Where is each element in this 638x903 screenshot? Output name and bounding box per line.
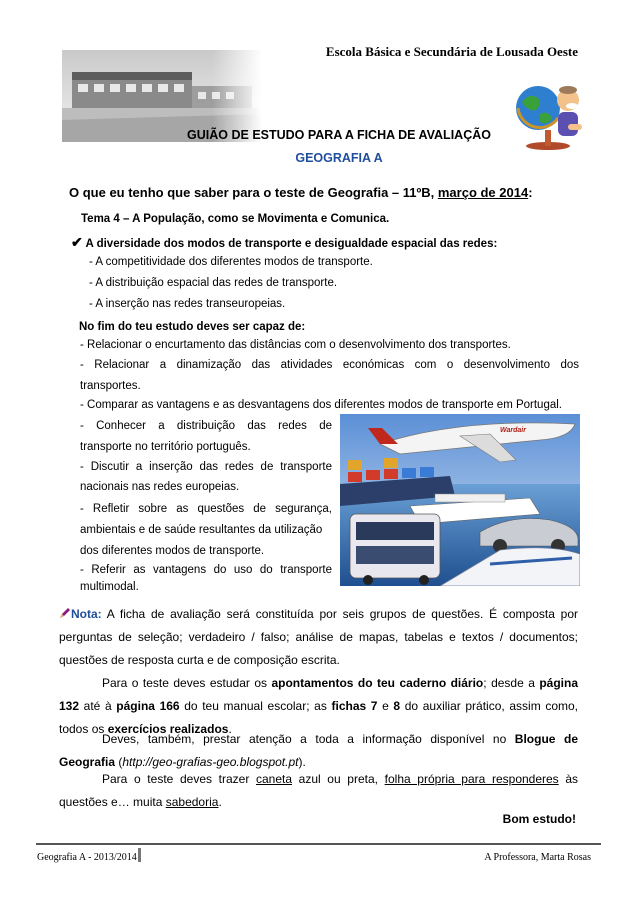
objective-3: - Comparar as vantagens e as desvantagens dos diferentes modos de transporte em Portugal. xyxy=(80,399,562,411)
objective-7-line1: - Referir as vantagens do uso do transporte xyxy=(80,564,332,576)
footer-separator xyxy=(138,848,141,862)
pencil-icon xyxy=(59,607,71,619)
bring-text-4: . xyxy=(218,795,222,809)
study-sheet-8: 8 xyxy=(393,699,401,713)
bring-paper: folha própria para responderes xyxy=(384,772,559,786)
note-text: A ficha de avaliação será constituída por seis grupos de questões. É composta por perguntas de seleção; verdadeiro / falso; análise de mapas, tabelas e textos / documentos; questões de resposta curta e de composição escrita. xyxy=(59,607,578,667)
study-text-7: . xyxy=(228,722,232,736)
objective-6-line1: - Refletir sobre as questões de segurança, xyxy=(80,503,332,515)
study-text-6: do auxiliar prático, assim como, todos os xyxy=(59,699,578,736)
study-text-3: até à xyxy=(79,699,117,713)
objective-5-line1: - Discutir a inserção das redes de transporte xyxy=(80,461,332,473)
objective-1: - Relacionar o encurtamento das distâncias com o desenvolvimento dos transportes. xyxy=(80,339,511,351)
section-heading xyxy=(69,185,533,200)
heading-prefix: O que eu tenho que saber para o teste de Geografia – 11ºB, xyxy=(69,185,438,200)
transport-collage-photo xyxy=(340,414,580,586)
study-sheet-7: fichas 7 xyxy=(331,699,378,713)
topic-item-1: - A competitividade dos diferentes modos de transporte. xyxy=(89,256,373,268)
study-page-start: página 132 xyxy=(59,676,579,713)
topic-item-3: - A inserção nas redes transeuropeias. xyxy=(89,298,286,310)
objective-5-line2: nacionais nas redes europeias. xyxy=(80,481,240,493)
bring-text-1: Para o teste deves trazer xyxy=(102,772,256,786)
blog-text-1: Deves, também, prestar atenção a toda a informação disponível no xyxy=(102,732,515,746)
note-label: Nota: xyxy=(71,607,102,621)
footer-divider xyxy=(36,843,601,845)
subject-title: GEOGRAFIA A xyxy=(295,151,383,165)
objective-2-line1: - Relacionar a dinamização das atividades económicas com o desenvolvimento dos xyxy=(80,359,579,371)
objective-7-line2: multimodal. xyxy=(80,581,139,593)
objectives-title: No fim do teu estudo deves ser capaz de: xyxy=(79,321,306,333)
objective-4-line2: transporte no território português. xyxy=(80,441,251,453)
blog-name: Blogue de Geografia xyxy=(59,732,578,769)
bring-text-3: às questões e… muita xyxy=(59,772,579,809)
subtopic-title xyxy=(71,234,497,251)
school-name: Escola Básica e Secundária de Lousada Oeste xyxy=(325,44,578,59)
study-text-1: Para o teste deves estudar os xyxy=(102,676,272,690)
plane-livery-text: Wardair xyxy=(500,427,526,434)
study-page-end: página 166 xyxy=(116,699,180,713)
blog-text-3: ). xyxy=(298,755,306,769)
heading-date: março de 2014 xyxy=(437,185,529,200)
closing-text: Bom estudo! xyxy=(502,812,576,826)
heading-suffix: : xyxy=(528,185,533,200)
objective-4-line1: - Conhecer a distribuição das redes de xyxy=(80,420,332,432)
study-notebook: apontamentos do teu caderno diário xyxy=(271,676,484,690)
study-exercises: exercícios realizados xyxy=(107,722,229,736)
tema-title: Tema 4 – A População, como se Movimenta e Comunica. xyxy=(81,213,390,225)
objective-6-line3: dos diferentes modos de transporte. xyxy=(80,545,265,557)
footer-left: Geografia A - 2013/2014 xyxy=(37,852,137,863)
document-title: GUIÃO DE ESTUDO PARA A FICHA DE AVALIAÇÃO xyxy=(187,128,491,142)
subtopic-text: A diversidade dos modos de transporte e desigualdade espacial das redes: xyxy=(82,238,498,250)
objective-2-line2: transportes. xyxy=(80,380,141,392)
note-paragraph xyxy=(59,603,578,672)
footer-right: A Professora, Marta Rosas xyxy=(484,852,591,863)
blog-url-link[interactable]: http://geo-grafias-geo.blogspot.pt xyxy=(122,755,299,769)
study-text-4: do teu manual escolar; as xyxy=(179,699,332,713)
bring-wisdom: sabedoria xyxy=(165,795,219,809)
blog-text-2: ( xyxy=(115,755,123,769)
check-mark-icon: ✔ xyxy=(71,234,83,250)
study-text-2: ; desde a xyxy=(483,676,540,690)
bring-text-2: azul ou preta, xyxy=(292,772,385,786)
bring-pen: caneta xyxy=(255,772,292,786)
objective-6-line2: ambientais e de saúde resultantes da utilização xyxy=(80,524,323,536)
study-text-5: e xyxy=(377,699,394,713)
bring-paragraph xyxy=(59,768,578,814)
topic-item-2: - A distribuição espacial das redes de transporte. xyxy=(89,277,338,289)
